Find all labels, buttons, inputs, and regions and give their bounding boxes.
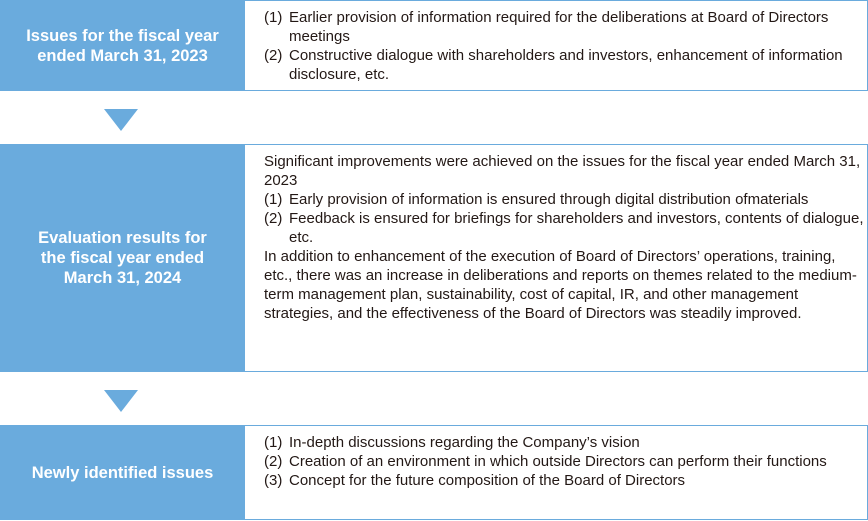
evaluation-results-block bbox=[0, 144, 868, 372]
list-item bbox=[264, 8, 867, 46]
label-line: Evaluation results for bbox=[38, 229, 207, 247]
item-text: Concept for the future composition of the Board of Directors bbox=[289, 472, 686, 489]
item-number: (1) bbox=[264, 191, 283, 208]
list-item bbox=[264, 452, 867, 471]
issues-fy2023-content bbox=[245, 0, 868, 91]
item-number: (2) bbox=[264, 210, 283, 227]
label-line: Newly identified issues bbox=[31, 463, 214, 482]
list-item bbox=[264, 471, 867, 490]
item-number: (1) bbox=[264, 434, 283, 451]
item-text: Feedback is ensured for briefings for shareholders and investors, contents of dialogue, etc. bbox=[289, 210, 864, 246]
item-text: Creation of an environment in which outside Directors can perform their functions bbox=[289, 453, 827, 470]
issues-fy2023-label bbox=[0, 0, 245, 91]
label-line: the fiscal year ended bbox=[40, 249, 205, 267]
item-text: In-depth discussions regarding the Company’s vision bbox=[289, 434, 640, 451]
down-arrow-icon bbox=[104, 109, 138, 131]
item-number: (2) bbox=[264, 47, 283, 64]
new-issues-content bbox=[245, 425, 868, 520]
label-line: March 31, 2024 bbox=[63, 269, 182, 287]
item-text: Early provision of information is ensured through digital distribution ofmaterials bbox=[289, 191, 809, 208]
list-item bbox=[264, 190, 867, 209]
item-number: (1) bbox=[264, 9, 283, 26]
label-line: Issues for the fiscal year bbox=[26, 26, 219, 45]
down-arrow-icon bbox=[104, 390, 138, 412]
list-item bbox=[264, 46, 867, 84]
evaluation-results-label bbox=[0, 144, 245, 372]
new-issues-label bbox=[0, 425, 245, 520]
item-text: Constructive dialogue with shareholders and investors, enhancement of information disclosure, etc. bbox=[289, 47, 843, 83]
issues-fy2023-block bbox=[0, 0, 868, 91]
item-number: (3) bbox=[264, 472, 283, 489]
list-item bbox=[264, 433, 867, 452]
list-item bbox=[264, 209, 867, 247]
label-line: ended March 31, 2023 bbox=[37, 46, 208, 65]
new-issues-block bbox=[0, 425, 868, 520]
item-text: Earlier provision of information required for the deliberations at Board of Directors meetings bbox=[289, 9, 829, 45]
evaluation-results-content bbox=[245, 144, 868, 372]
intro-text: Significant improvements were achieved on the issues for the fiscal year ended March 31, 2023 bbox=[264, 153, 861, 189]
item-number: (2) bbox=[264, 453, 283, 470]
conclusion-text: In addition to enhancement of the execution of Board of Directors’ operations, training, etc., there was an increase in deliberations and reports on themes related to the medium-term management plan, sustainability, cost of capital, IR, and other management strategies, and the effectiveness of the Board of Directors was steadily improved. bbox=[264, 248, 857, 322]
